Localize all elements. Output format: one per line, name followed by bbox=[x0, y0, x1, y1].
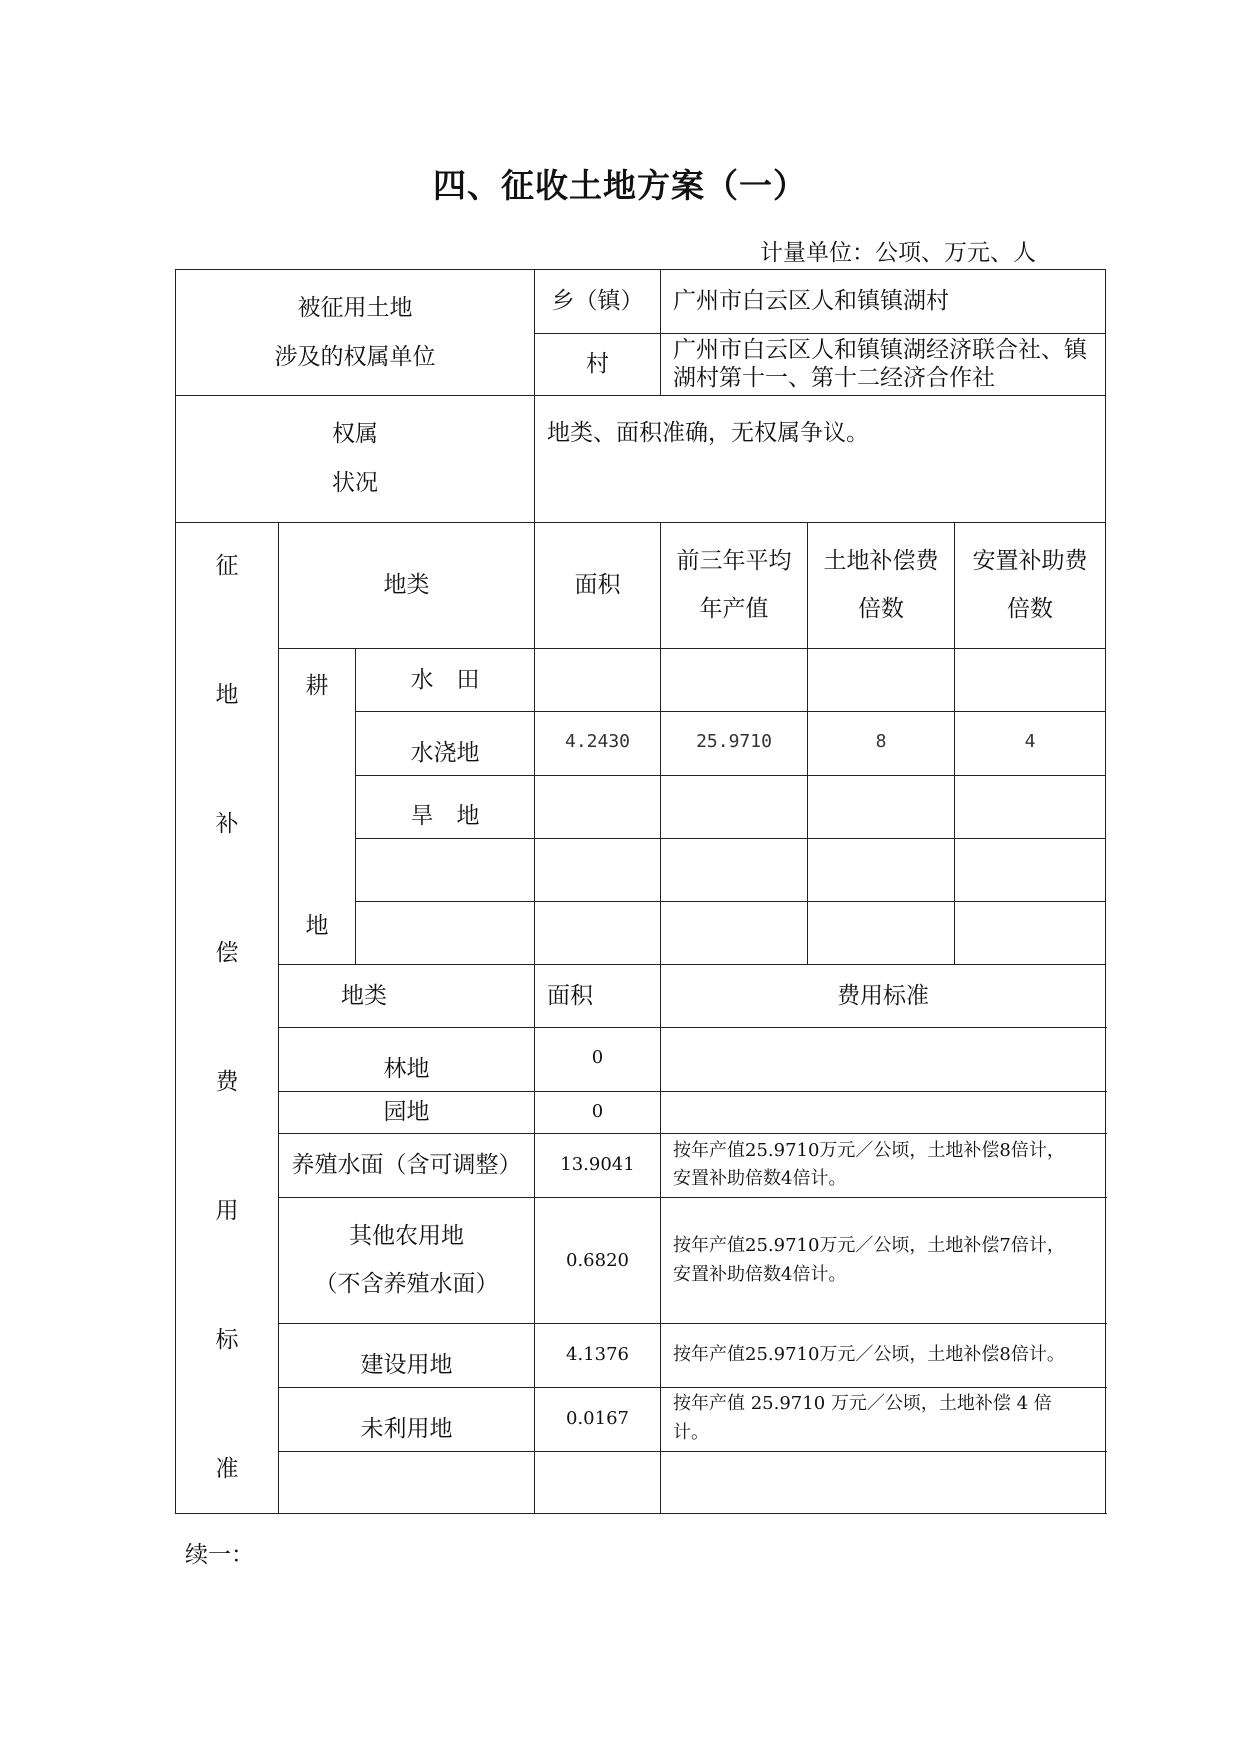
other-land-type-cell bbox=[279, 1197, 535, 1323]
status-label-line2: 状况 bbox=[332, 469, 378, 496]
other-land-type bbox=[279, 1451, 535, 1513]
cultivated-comp bbox=[808, 838, 955, 901]
table-row bbox=[176, 1028, 1106, 1091]
cultivated-output bbox=[661, 902, 808, 965]
compensation-side-label bbox=[176, 522, 279, 1513]
fee-line2: 计。 bbox=[673, 1422, 709, 1444]
status-row bbox=[176, 396, 1106, 522]
header-land-type: 地类 bbox=[279, 522, 535, 648]
fee-line1: 按年产值 25.9710 万元／公顷，土地补偿 4 倍 bbox=[673, 1393, 1052, 1415]
header-land-comp-l1: 土地补偿费 bbox=[823, 547, 939, 574]
ownership-row-township bbox=[176, 270, 1106, 334]
other-land-type-l2: （不含养殖水面） bbox=[314, 1271, 499, 1298]
other-land-type: 园地 bbox=[279, 1091, 535, 1133]
cultivated-output bbox=[661, 775, 808, 838]
cultivated-area bbox=[535, 775, 661, 838]
cultivated-area: 4.2430 bbox=[535, 712, 661, 775]
cultivated-label-cell bbox=[279, 649, 356, 965]
other-land-header-row bbox=[176, 965, 1106, 1028]
ownership-label-cell bbox=[176, 270, 535, 396]
other-header-fee-standard: 费用标准 bbox=[661, 965, 1106, 1028]
cultivated-area bbox=[535, 838, 661, 901]
other-land-fee bbox=[661, 1028, 1106, 1091]
table-row bbox=[176, 1197, 1106, 1323]
cultivated-resettle: 4 bbox=[955, 712, 1106, 775]
cultivated-comp: 8 bbox=[808, 712, 955, 775]
side-char: 费 bbox=[215, 1068, 239, 1095]
continued-label: 续一： bbox=[185, 1542, 254, 1568]
fee-line1: 按年产值25.9710万元／公顷，土地补偿8倍计。 bbox=[673, 1344, 1065, 1366]
header-land-comp bbox=[808, 522, 955, 648]
table-row bbox=[176, 1451, 1106, 1513]
cultivated-resettle bbox=[955, 902, 1106, 965]
other-land-area: 0.6820 bbox=[535, 1197, 661, 1323]
table-row bbox=[176, 1091, 1106, 1133]
cultivated-label-top: 耕 bbox=[305, 673, 329, 700]
other-land-fee bbox=[661, 1133, 1106, 1197]
cultivated-resettle bbox=[955, 838, 1106, 901]
other-land-type: 未利用地 bbox=[279, 1387, 535, 1451]
fee-line2: 安置补助倍数4倍计。 bbox=[673, 1263, 847, 1285]
ownership-label-line2: 涉及的权属单位 bbox=[274, 343, 436, 370]
cultivated-type: 水 田 bbox=[356, 649, 535, 712]
cultivated-area bbox=[535, 649, 661, 712]
compensation-header-row bbox=[176, 522, 1106, 648]
header-avg-output-l1: 前三年平均 bbox=[676, 547, 792, 574]
side-char: 准 bbox=[215, 1455, 239, 1482]
township-value: 广州市白云区人和镇镇湖村 bbox=[661, 270, 1106, 334]
other-land-area: 13.9041 bbox=[535, 1133, 661, 1197]
land-acquisition-table bbox=[175, 269, 1106, 1514]
measurement-unit: 计量单位：公项、万元、人 bbox=[760, 240, 1036, 266]
status-label-cell bbox=[176, 396, 535, 522]
other-land-area: 0.0167 bbox=[535, 1387, 661, 1451]
other-land-area: 4.1376 bbox=[535, 1324, 661, 1387]
header-resettle bbox=[955, 522, 1106, 648]
other-land-area: 0 bbox=[535, 1091, 661, 1133]
fee-line1: 按年产值25.9710万元／公顷，土地补偿7倍计， bbox=[673, 1234, 1065, 1256]
cultivated-type bbox=[356, 838, 535, 901]
side-char: 补 bbox=[215, 810, 239, 837]
fee-line1: 按年产值25.9710万元／公顷，土地补偿8倍计， bbox=[673, 1139, 1065, 1161]
cultivated-output bbox=[661, 649, 808, 712]
fee-line2: 安置补助倍数4倍计。 bbox=[673, 1168, 847, 1190]
village-label: 村 bbox=[535, 334, 661, 396]
cultivated-resettle bbox=[955, 775, 1106, 838]
other-land-type: 建设用地 bbox=[279, 1324, 535, 1387]
cultivated-label-bottom: 地 bbox=[305, 913, 329, 940]
status-value: 地类、面积准确，无权属争议。 bbox=[535, 396, 1106, 522]
cultivated-comp bbox=[808, 775, 955, 838]
other-header-land-type: 地类 bbox=[279, 965, 535, 1028]
township-label: 乡（镇） bbox=[535, 270, 661, 334]
other-land-fee bbox=[661, 1451, 1106, 1513]
other-land-type-l1: 其他农用地 bbox=[349, 1222, 464, 1249]
cultivated-resettle bbox=[955, 649, 1106, 712]
header-avg-output-l2: 年产值 bbox=[699, 596, 769, 623]
cultivated-type: 水浇地 bbox=[356, 712, 535, 775]
other-header-area: 面积 bbox=[535, 965, 661, 1028]
other-land-type: 养殖水面（含可调整） bbox=[279, 1133, 535, 1197]
table-row bbox=[176, 649, 1106, 712]
other-land-area: 0 bbox=[535, 1028, 661, 1091]
ownership-label-line1: 被征用土地 bbox=[297, 294, 413, 321]
header-land-comp-l2: 倍数 bbox=[858, 596, 904, 623]
cultivated-comp bbox=[808, 649, 955, 712]
cultivated-type bbox=[356, 902, 535, 965]
page-title: 四、征收土地方案（一） bbox=[433, 166, 807, 205]
side-char: 征 bbox=[215, 552, 239, 579]
header-avg-output bbox=[661, 522, 808, 648]
side-char: 偿 bbox=[215, 939, 239, 966]
side-char: 用 bbox=[215, 1197, 239, 1224]
side-char: 地 bbox=[215, 681, 239, 708]
status-label-line1: 权属 bbox=[332, 421, 378, 448]
cultivated-area bbox=[535, 902, 661, 965]
table-row bbox=[176, 1387, 1106, 1451]
other-land-fee bbox=[661, 1091, 1106, 1133]
other-land-fee bbox=[661, 1387, 1106, 1451]
cultivated-output: 25.9710 bbox=[661, 712, 808, 775]
table-row bbox=[176, 1324, 1106, 1387]
header-area: 面积 bbox=[535, 522, 661, 648]
cultivated-type: 旱 地 bbox=[356, 775, 535, 838]
side-char: 标 bbox=[215, 1326, 239, 1353]
other-land-area bbox=[535, 1451, 661, 1513]
other-land-type: 林地 bbox=[279, 1028, 535, 1091]
village-value: 广州市白云区人和镇镇湖经济联合社、镇湖村第十一、第十二经济合作社 bbox=[661, 334, 1106, 396]
header-resettle-l1: 安置补助费 bbox=[972, 547, 1088, 574]
other-land-fee bbox=[661, 1324, 1106, 1387]
header-resettle-l2: 倍数 bbox=[1007, 596, 1053, 623]
cultivated-comp bbox=[808, 902, 955, 965]
table-row bbox=[176, 1133, 1106, 1197]
cultivated-output bbox=[661, 838, 808, 901]
other-land-fee bbox=[661, 1197, 1106, 1323]
